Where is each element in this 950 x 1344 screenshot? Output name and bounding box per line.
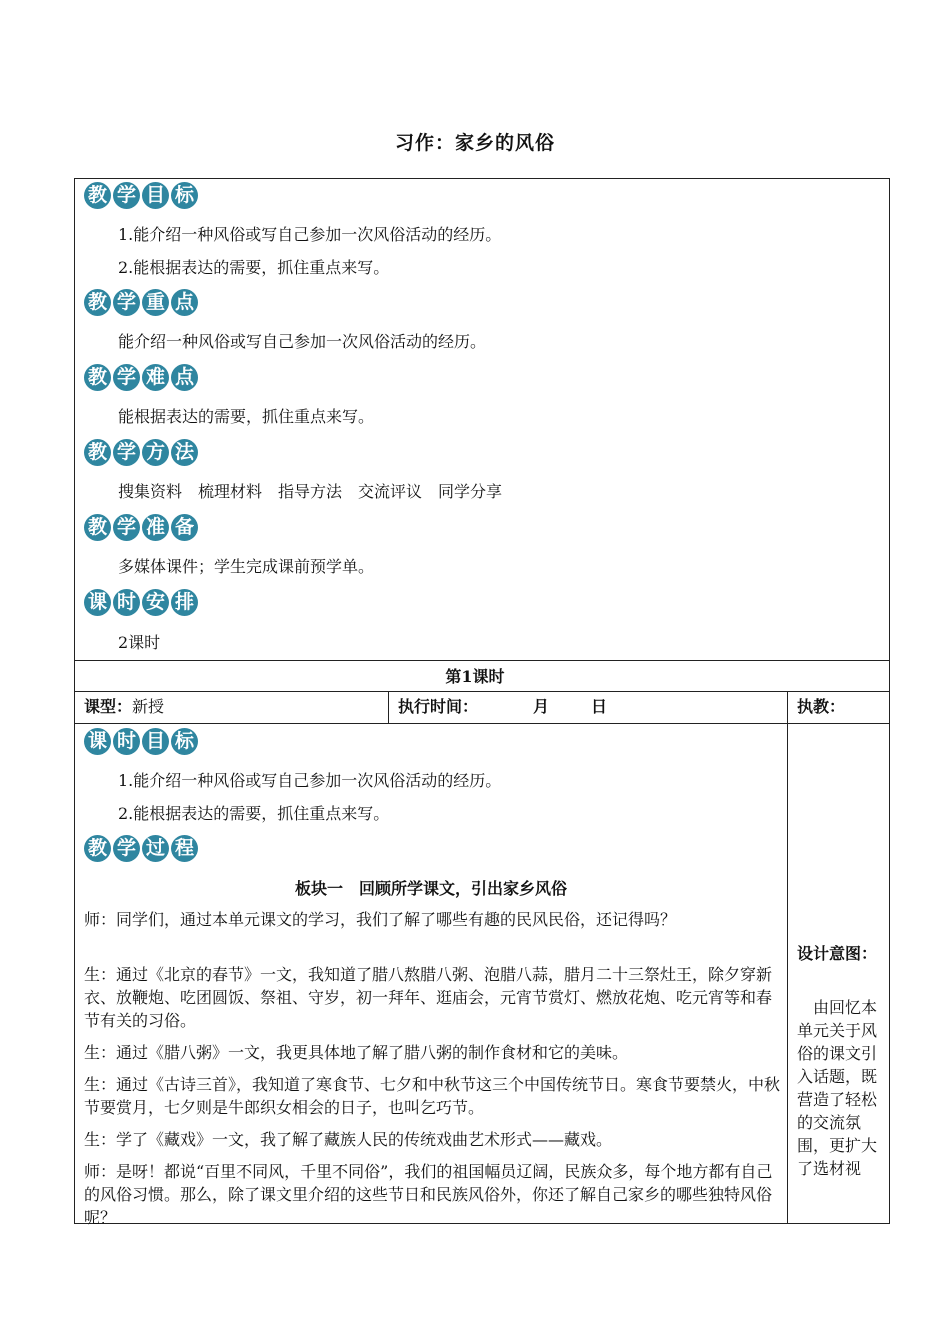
- methods-line: 搜集资料 梳理材料 指导方法 交流评议 同学分享: [118, 482, 503, 501]
- badge-char: 教: [84, 835, 111, 862]
- goal-line-1: 1.能介绍一种风俗或写自己参加一次风俗活动的经历。: [118, 225, 502, 244]
- goal-line-2: 2.能根据表达的需要，抓住重点来写。: [118, 258, 390, 277]
- badge-char: 学: [113, 364, 140, 391]
- badge-char: 方: [142, 439, 169, 466]
- dialogue-3: 生：通过《腊八粥》一文，我更具体地了解了腊八粥的制作食材和它的美味。: [84, 1043, 629, 1062]
- key-point-line: 能介绍一种风俗或写自己参加一次风俗活动的经历。: [118, 332, 487, 351]
- section-badge-methods: [84, 439, 200, 466]
- lesson-goal-2: 2.能根据表达的需要，抓住重点来写。: [118, 804, 390, 823]
- badge-char: 学: [113, 439, 140, 466]
- badge-char: 课: [84, 589, 111, 616]
- badge-char: 点: [171, 364, 198, 391]
- badge-char: 点: [171, 289, 198, 316]
- badge-char: 目: [142, 728, 169, 755]
- design-intent-label: 设计意图：: [797, 944, 878, 963]
- lesson-type: 课型：新授: [84, 697, 165, 716]
- badge-char: 课: [84, 728, 111, 755]
- badge-char: 时: [113, 728, 140, 755]
- difficulty-line: 能根据表达的需要，抓住重点来写。: [118, 407, 375, 426]
- badge-char: 过: [142, 835, 169, 862]
- badge-char: 标: [171, 182, 198, 209]
- badge-char: 安: [142, 589, 169, 616]
- section-badge-lesson-goals: [84, 728, 200, 755]
- badge-char: 标: [171, 728, 198, 755]
- badge-char: 教: [84, 439, 111, 466]
- dialogue-5: 生：学了《藏戏》一文，我了解了藏族人民的传统戏曲艺术形式——藏戏。: [84, 1130, 613, 1149]
- badge-char: 学: [113, 182, 140, 209]
- block-title: 板块一 回顾所学课文，引出家乡风俗: [294, 879, 567, 898]
- section-badge-key-points: [84, 289, 200, 316]
- schedule-line: 2课时: [118, 633, 161, 652]
- dialogue-4: 生：通过《古诗三首》，我知道了寒食节、七夕和中秋节这三个中国传统节日。寒食节要禁火，中秋节要赏月，七夕则是牛郎织女相会的日子，也叫乞巧节。: [84, 1075, 781, 1117]
- lesson-goal-1: 1.能介绍一种风俗或写自己参加一次风俗活动的经历。: [118, 771, 502, 790]
- badge-char: 时: [113, 589, 140, 616]
- badge-char: 教: [84, 182, 111, 209]
- month-label: 月: [533, 697, 550, 716]
- badge-char: 准: [142, 514, 169, 541]
- execution-time-label: 执行时间：: [398, 697, 479, 716]
- teacher-label: 执教：: [797, 697, 846, 716]
- badge-char: 学: [113, 835, 140, 862]
- section-badge-process: [84, 835, 200, 862]
- lesson-heading: 第1课时: [445, 667, 505, 686]
- badge-char: 教: [84, 364, 111, 391]
- dialogue-2: 生：通过《北京的春节》一文，我知道了腊八熬腊八粥、泡腊八蒜，腊月二十三祭灶王，除夕穿新衣、放鞭炮、吃团圆饭、祭祖、守岁，初一拜年、逛庙会，元宵节赏灯、燃放花炮、吃元宵等和春节有关的习俗。: [84, 965, 773, 1030]
- dialogue-6: 师：是呀！都说“百里不同风，千里不同俗”，我们的祖国幅员辽阔，民族众多，每个地方都有自己的风俗习惯。那么，除了课文里介绍的这些节日和民族风俗外，你还了解自己家乡的哪些独特风俗呢？: [84, 1162, 773, 1227]
- badge-char: 学: [113, 289, 140, 316]
- day-label: 日: [591, 697, 608, 716]
- badge-char: 程: [171, 835, 198, 862]
- page-title: 习作：家乡的风俗: [394, 132, 555, 154]
- badge-char: 教: [84, 514, 111, 541]
- badge-char: 目: [142, 182, 169, 209]
- badge-char: 教: [84, 289, 111, 316]
- badge-char: 重: [142, 289, 169, 316]
- badge-char: 排: [171, 589, 198, 616]
- design-intent-text: 由回忆本单元关于风俗的课文引入话题，既营造了轻松的交流氛围，更扩大了选材视: [797, 998, 877, 1178]
- dialogue-1: 师：同学们，通过本单元课文的学习，我们了解了哪些有趣的民风民俗，还记得吗？: [84, 910, 677, 929]
- section-badge-teaching-goals: [84, 182, 200, 209]
- badge-char: 法: [171, 439, 198, 466]
- preparation-line: 多媒体课件；学生完成课前预学单。: [118, 557, 375, 576]
- section-badge-preparation: [84, 514, 200, 541]
- badge-char: 学: [113, 514, 140, 541]
- badge-char: 难: [142, 364, 169, 391]
- section-badge-difficulties: [84, 364, 200, 391]
- badge-char: 备: [171, 514, 198, 541]
- section-badge-schedule: [84, 589, 200, 616]
